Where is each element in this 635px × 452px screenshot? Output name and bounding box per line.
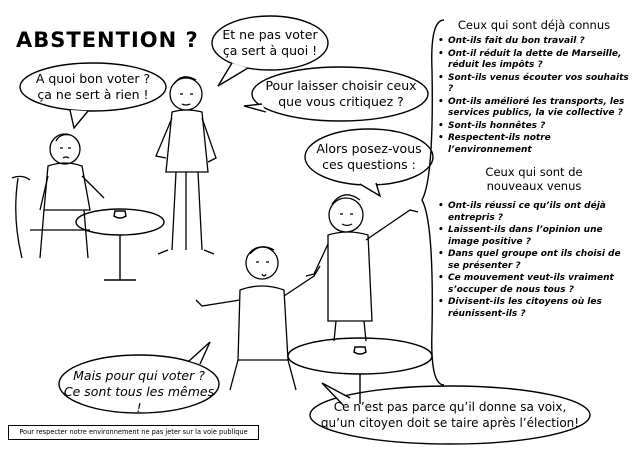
bubble-line: ces questions : <box>322 157 416 172</box>
questions-panel <box>436 18 632 321</box>
list-item: • Ont-ils fait du bon travail ? <box>436 36 632 48</box>
cafe-table-bottom <box>288 338 432 404</box>
bubble-line: Mais pour qui voter ? <box>73 368 205 383</box>
bubble-line: ça ne sert à rien ! <box>37 87 149 102</box>
cafe-table-left <box>76 209 164 280</box>
pointing-man <box>306 195 418 341</box>
list-item: • Divisent-ils les citoyens où les réunissent-ils ? <box>436 297 632 320</box>
seated-man-left <box>12 134 104 258</box>
speech-bubble-bottom-left-text <box>62 368 216 416</box>
section-title-known: Ceux qui sont déjà connus <box>457 18 611 32</box>
list-item: • Ont-ils réussi ce qu’ils ont déjà entrepris ? <box>436 201 632 224</box>
bubble-line: Et ne pas voter <box>222 27 318 42</box>
speech-bubble-bottom-right-text <box>312 399 588 431</box>
list-item: • Ce mouvement veut-ils vraiment s’occuper de nous tous ? <box>436 273 632 296</box>
bubble-line: ça sert à quoi ! <box>222 43 318 58</box>
list-item: • Laissent-ils dans l’opinion une image positive ? <box>436 225 632 248</box>
questions-list-known <box>436 36 632 156</box>
speech-bubble-center-text <box>255 78 427 110</box>
bubble-line: Ce sont tous les mêmes ! <box>63 384 215 415</box>
list-item: • Dans quel groupe ont ils choisi de se présenter ? <box>436 249 632 272</box>
bubble-line: qu’un citoyen doit se taire après l’élection! <box>320 416 580 430</box>
list-item: • Ont-ils amélioré les transports, les services publics, la vie collective ? <box>436 97 632 120</box>
bubble-line: Ce n’est pas parce qu’il donne sa voix, <box>333 400 567 414</box>
bubble-line: A quoi bon voter ? <box>35 71 151 86</box>
bubble-line: Alors posez-vous <box>316 141 422 156</box>
speech-bubble-right-text <box>307 141 431 173</box>
section-title-new <box>436 165 632 193</box>
list-item: • Respectent-ils notre l’environnement <box>436 133 632 156</box>
footer-notice: Pour respecter notre environnement ne pas jeter sur la voie publique <box>8 425 259 440</box>
page-title: ABSTENTION ? <box>16 28 199 52</box>
bubble-line: Pour laisser choisir ceux <box>265 78 417 93</box>
standing-man <box>156 77 216 254</box>
speech-bubble-left-text <box>22 71 164 103</box>
speech-bubble-top-text <box>214 27 326 59</box>
section-title-line: Ceux qui sont de <box>485 165 583 179</box>
questions-list-new <box>436 201 632 320</box>
list-item: • Ont-il réduit la dette de Marseille, réduit les impôts ? <box>436 49 632 72</box>
list-item: • Sont-ils honnêtes ? <box>436 121 632 133</box>
list-item: • Sont-ils venus écouter vos souhaits ? <box>436 73 632 96</box>
section-title-line: nouveaux venus <box>486 179 582 193</box>
bubble-line: que vous critiquez ? <box>278 94 404 109</box>
